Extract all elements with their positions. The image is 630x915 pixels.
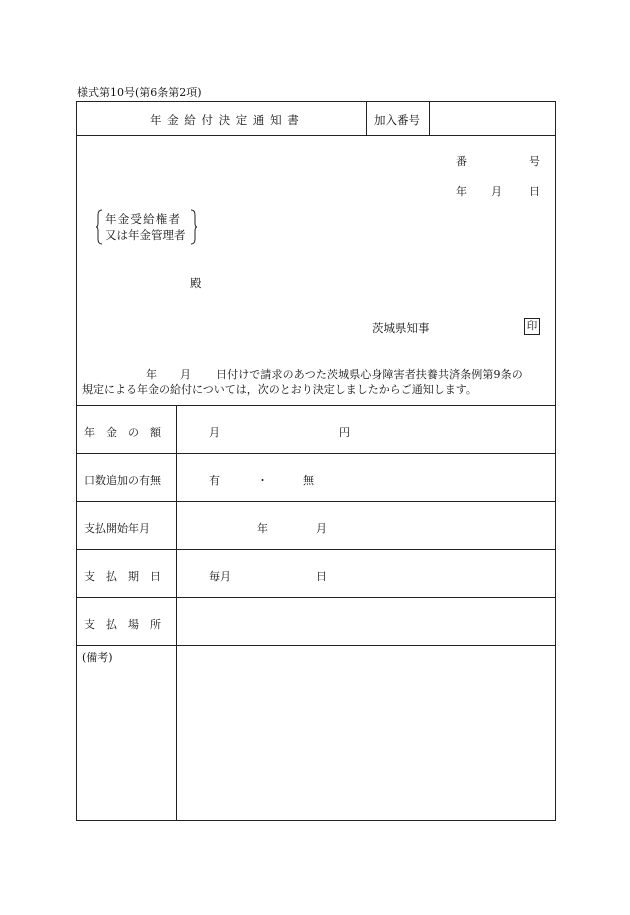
payment-start-month: 月 [316, 522, 327, 535]
header-vline-1 [366, 101, 367, 135]
remarks-field[interactable] [184, 652, 548, 812]
body-month: 月 [180, 368, 191, 381]
header-divider [76, 135, 556, 136]
row-divider-2 [76, 501, 556, 502]
enroll-number-field[interactable] [438, 112, 548, 126]
payment-date-day: 日 [316, 570, 327, 583]
honorific: 殿 [190, 276, 202, 290]
enroll-number-label: 加入番号 [374, 113, 420, 127]
table-top-border [76, 405, 556, 406]
payment-start-label: 支払開始年月 [84, 522, 150, 535]
row-divider-4 [76, 597, 556, 598]
table-label-divider [176, 405, 177, 821]
doc-number-go: 号 [529, 155, 540, 168]
payment-date-monthly: 毎月 [209, 570, 231, 583]
recipient-line-1: 年金受給権者 [105, 212, 182, 226]
row-divider-3 [76, 549, 556, 550]
header-vline-2 [429, 101, 430, 135]
pension-amount-label: 年 金 の 額 [84, 426, 161, 439]
row-divider-5 [76, 645, 556, 646]
additional-units-label: 口数追加の有無 [84, 474, 161, 487]
additional-units-separator: ・ [257, 474, 268, 487]
form-number: 様式第10号(第6条第2項) [77, 86, 202, 99]
date-year: 年 [456, 185, 467, 198]
form-title: 年 金 給 付 決 定 通 知 書 [150, 113, 300, 127]
additional-units-yes[interactable]: 有 [209, 474, 220, 487]
payment-place-label: 支 払 場 所 [84, 618, 161, 631]
pension-amount-yen: 円 [339, 426, 350, 439]
body-year: 年 [146, 368, 157, 381]
body-line-2: 規定による年金の給付については，次のとおり決定しましたからご通知します。 [82, 383, 477, 396]
payment-start-year: 年 [257, 522, 268, 535]
pension-amount-month: 月 [209, 426, 220, 439]
recipient-line-2: 又は年金管理者 [105, 228, 186, 242]
seal-stamp: 印 [524, 318, 540, 335]
body-line-1: 日付けで請求のあつた茨城県心身障害者扶養共済条例第9条の [216, 368, 523, 381]
remarks-label: (備考) [82, 651, 113, 664]
payment-place-field[interactable] [184, 606, 548, 638]
date-day: 日 [529, 185, 540, 198]
payment-date-label: 支 払 期 日 [84, 570, 161, 583]
date-month: 月 [491, 185, 502, 198]
issuer-name: 茨城県知事 [372, 321, 430, 335]
row-divider-1 [76, 453, 556, 454]
additional-units-no[interactable]: 無 [303, 474, 314, 487]
doc-number-ban: 番 [456, 155, 467, 168]
